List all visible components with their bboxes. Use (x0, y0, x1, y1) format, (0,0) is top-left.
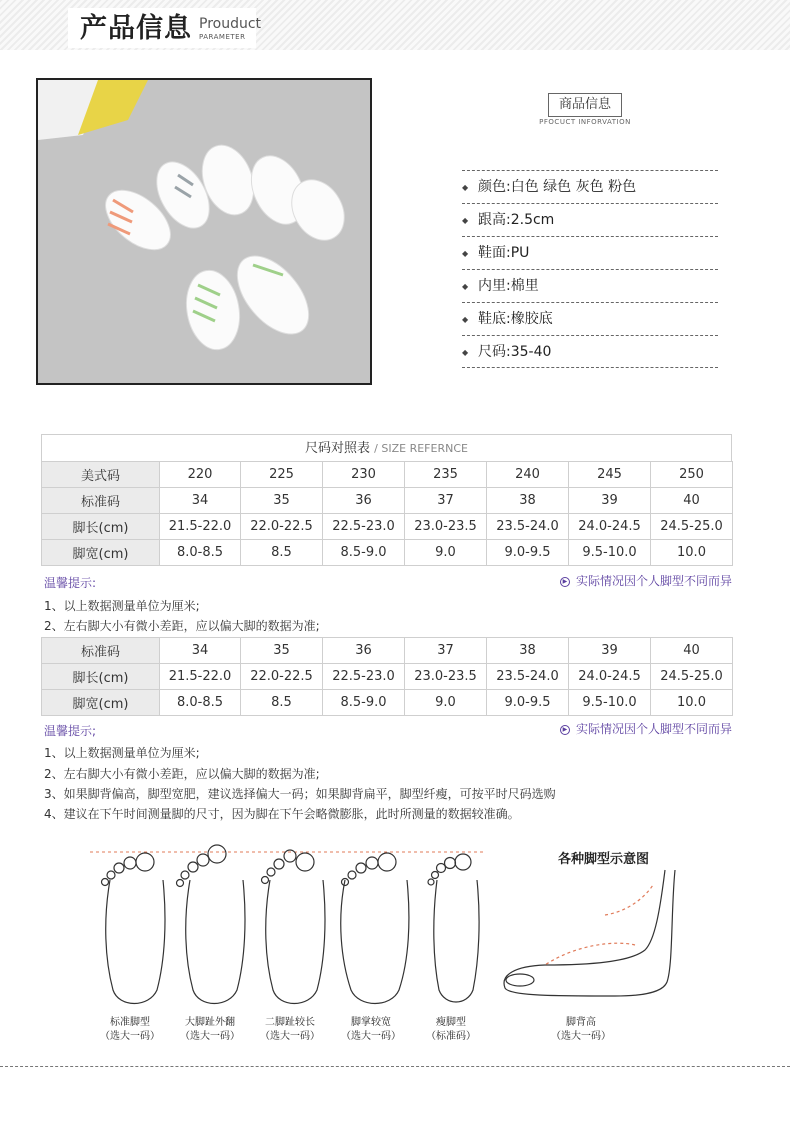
size-table-2 (41, 637, 733, 716)
tips-right-text: 实际情况因个人脚型不同而异 (575, 722, 732, 736)
foot-name: 脚背高 (566, 1017, 596, 1028)
foot-advice: （选大一码） (341, 1031, 401, 1042)
foot-types-title: 各种脚型示意图 (558, 852, 650, 867)
foot-label (170, 1016, 250, 1044)
info-size: ◆ 尺码:35-40 (462, 335, 718, 368)
table-cell: 8.0-8.5 (160, 690, 241, 716)
table-row (42, 514, 733, 540)
table-cell: 24.5-25.0 (651, 664, 733, 690)
foot-name: 脚掌较宽 (351, 1017, 391, 1028)
foot-advice: （选大一码） (551, 1031, 611, 1042)
foot-high-instep-icon (504, 870, 675, 996)
row-label: 脚长(cm) (42, 664, 160, 690)
row-label: 美式码 (42, 462, 160, 488)
foot-standard-icon (102, 853, 166, 1004)
foot-name: 标准脚型 (110, 1017, 150, 1028)
table-cell: 8.5 (241, 540, 323, 566)
tips-note-right (560, 572, 732, 589)
table-cell: 38 (487, 638, 569, 664)
table-cell: 24.0-24.5 (569, 514, 651, 540)
table-cell: 9.5-10.0 (569, 690, 651, 716)
table-cell: 22.5-23.0 (323, 514, 405, 540)
table-cell: 40 (651, 638, 733, 664)
table-cell: 240 (487, 462, 569, 488)
page-title-en: Prouduct (199, 16, 262, 32)
note-line: 2、左右脚大小有微小差距，应以偏大脚的数据为准; (44, 619, 320, 633)
foot-label (411, 1016, 491, 1044)
foot-slim-icon (428, 854, 479, 1002)
note-line: 2、左右脚大小有微小差距，应以偏大脚的数据为准; (44, 767, 320, 781)
note-line: 1、以上数据测量单位为厘米; (44, 599, 200, 613)
foot-long-second-toe-icon (262, 850, 326, 1004)
row-label: 脚长(cm) (42, 514, 160, 540)
info-sole: ◆ 鞋底:橡胶底 (462, 302, 718, 335)
foot-label (250, 1016, 330, 1044)
foot-wide-icon (341, 853, 409, 1004)
table-cell: 21.5-22.0 (160, 514, 241, 540)
table-cell: 10.0 (651, 690, 733, 716)
table-cell: 23.5-24.0 (487, 664, 569, 690)
table-cell: 9.5-10.0 (569, 540, 651, 566)
bottom-divider (0, 1066, 790, 1067)
tips-note-right (560, 720, 732, 737)
table-cell: 34 (160, 638, 241, 664)
play-icon: ▶ (560, 725, 570, 735)
table-cell: 22.0-22.5 (241, 514, 323, 540)
table-cell: 9.0-9.5 (487, 690, 569, 716)
foot-label (541, 1016, 621, 1044)
tips-label: 温馨提示; (44, 724, 97, 738)
table-cell: 23.5-24.0 (487, 514, 569, 540)
table-cell: 8.5 (241, 690, 323, 716)
table-cell: 39 (569, 638, 651, 664)
foot-advice: （选大一码） (180, 1031, 240, 1042)
info-tag: 商品信息 (548, 93, 622, 117)
table-cell: 37 (405, 488, 487, 514)
table-row (42, 488, 733, 514)
table-cell: 37 (405, 638, 487, 664)
table-cell: 39 (569, 488, 651, 514)
foot-bunion-icon (177, 845, 246, 1004)
table-row (42, 638, 733, 664)
table-row (42, 690, 733, 716)
sneakers-image (38, 80, 372, 385)
foot-advice: （选大一码） (100, 1031, 160, 1042)
row-label: 脚宽(cm) (42, 690, 160, 716)
table-cell: 40 (651, 488, 733, 514)
table-cell: 9.0 (405, 540, 487, 566)
table-cell: 220 (160, 462, 241, 488)
table-cell: 24.5-25.0 (651, 514, 733, 540)
foot-name: 大脚趾外翻 (185, 1017, 235, 1028)
foot-label (90, 1016, 170, 1044)
table-cell: 23.0-23.5 (405, 514, 487, 540)
table-cell: 235 (405, 462, 487, 488)
table-cell: 36 (323, 488, 405, 514)
table-cell: 23.0-23.5 (405, 664, 487, 690)
page-subtitle-en: PARAMETER (199, 33, 246, 41)
table-cell: 38 (487, 488, 569, 514)
play-icon: ▶ (560, 577, 570, 587)
size-table-title-cn: 尺码对照表 (305, 441, 371, 456)
size-table (41, 461, 733, 566)
table-cell: 10.0 (651, 540, 733, 566)
row-label: 标准码 (42, 488, 160, 514)
foot-label (331, 1016, 411, 1044)
foot-advice: （标准码） (426, 1031, 476, 1042)
table-cell: 22.5-23.0 (323, 664, 405, 690)
table-cell: 24.0-24.5 (569, 664, 651, 690)
table-cell: 34 (160, 488, 241, 514)
table-cell: 9.0-9.5 (487, 540, 569, 566)
table-row (42, 664, 733, 690)
table-cell: 22.0-22.5 (241, 664, 323, 690)
size-table-title-en: / SIZE REFERNCE (374, 442, 468, 455)
foot-name: 二脚趾较长 (265, 1017, 315, 1028)
tips-right-text: 实际情况因个人脚型不同而异 (575, 574, 732, 588)
row-label: 脚宽(cm) (42, 540, 160, 566)
page-title: 产品信息 (80, 13, 192, 44)
table-cell: 250 (651, 462, 733, 488)
table-cell: 36 (323, 638, 405, 664)
info-heel: ◆ 跟高:2.5cm (462, 203, 718, 236)
info-color: ◆ 颜色:白色 绿色 灰色 粉色 (462, 170, 718, 203)
table-cell: 21.5-22.0 (160, 664, 241, 690)
foot-name: 瘦脚型 (436, 1017, 466, 1028)
table-cell: 8.5-9.0 (323, 540, 405, 566)
table-cell: 8.5-9.0 (323, 690, 405, 716)
info-tag-en: PFOCUCT INFORVATION (539, 118, 631, 126)
info-lining: ◆ 内里:棉里 (462, 269, 718, 302)
table-row (42, 462, 733, 488)
foot-advice: （选大一码） (260, 1031, 320, 1042)
table-cell: 35 (241, 488, 323, 514)
note-line: 1、以上数据测量单位为厘米; (44, 746, 200, 760)
table-cell: 225 (241, 462, 323, 488)
table-cell: 230 (323, 462, 405, 488)
info-upper: ◆ 鞋面:PU (462, 236, 718, 269)
note-line: 4、建议在下午时间测量脚的尺寸，因为脚在下午会略微膨胀，此时所测量的数据较准确。 (44, 807, 520, 821)
divider (462, 367, 718, 368)
tips-label: 温馨提示: (44, 576, 97, 590)
table-cell: 9.0 (405, 690, 487, 716)
table-row (42, 540, 733, 566)
table-cell: 35 (241, 638, 323, 664)
table-cell: 245 (569, 462, 651, 488)
product-photo (36, 78, 372, 385)
table-cell: 8.0-8.5 (160, 540, 241, 566)
foot-diagram (85, 840, 725, 1020)
note-line: 3、如果脚背偏高，脚型宽肥，建议选择偏大一码；如果脚背扁平，脚型纤瘦，可按平时尺码选购 (44, 787, 556, 801)
size-table-title (41, 434, 732, 461)
row-label: 标准码 (42, 638, 160, 664)
